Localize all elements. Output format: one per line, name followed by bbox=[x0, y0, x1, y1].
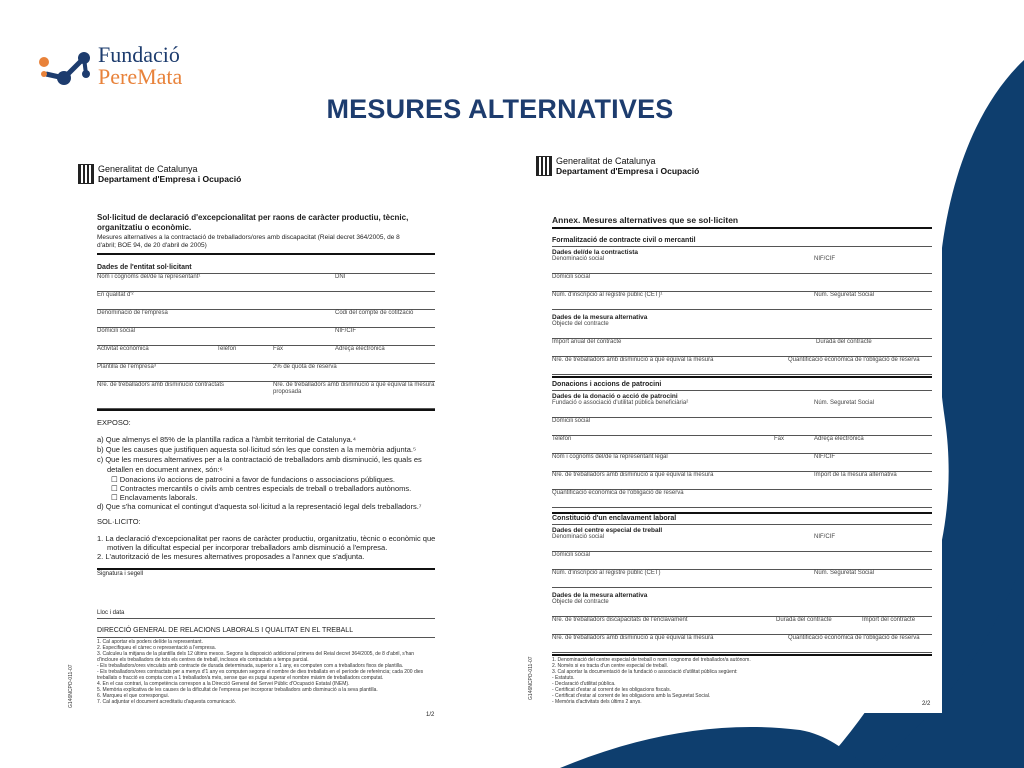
annex-title: Annex. Mesures alternatives que se sol·liciten bbox=[552, 215, 739, 225]
field-label: Nom i cognoms del/de la representant legal bbox=[552, 454, 668, 460]
divider bbox=[97, 409, 435, 411]
divider bbox=[552, 227, 932, 229]
field-label: Núm. Seguretat Social bbox=[814, 292, 875, 298]
divider bbox=[97, 618, 435, 619]
department-name: Departament d'Empresa i Ocupació bbox=[98, 174, 242, 184]
footnote-line: 1. Cal aportar els poders del/de la representant. bbox=[97, 639, 203, 645]
logo-text bbox=[98, 44, 182, 88]
footnote-line: 3. Cal aportar la documentació de la fundació o associació d'utilitat pública següent: bbox=[552, 669, 738, 675]
field-label: NIF/CIF bbox=[814, 534, 835, 540]
gencat-header bbox=[78, 164, 241, 184]
gencat-header bbox=[536, 156, 699, 176]
field-label: Import anual del contracte bbox=[552, 339, 622, 345]
form-row[interactable] bbox=[552, 418, 932, 436]
form-row[interactable] bbox=[97, 364, 435, 382]
section-title: Donacions i accions de patrocini bbox=[552, 381, 662, 388]
logo-line1: Fundació bbox=[98, 42, 180, 67]
field-label: Núm. Seguretat Social bbox=[814, 400, 875, 406]
footnote-line: - Certificat d'estar al corrent de les obligacions fiscals. bbox=[552, 687, 672, 693]
divider bbox=[97, 568, 435, 570]
field-label: Fundació o associació d'utilitat pública beneficiària² bbox=[552, 400, 689, 406]
divider bbox=[552, 376, 932, 378]
field-label: Nre. de treballadors amb disminució a què equival la mesura bbox=[552, 635, 714, 641]
divider bbox=[97, 253, 435, 255]
form-row[interactable] bbox=[97, 310, 435, 328]
subsection-title: Dades del centre especial de treball bbox=[552, 527, 663, 534]
form-row[interactable] bbox=[552, 256, 932, 274]
field-label: Objecte del contracte bbox=[552, 321, 609, 327]
form-page-2 bbox=[526, 148, 942, 713]
form-row[interactable] bbox=[552, 617, 932, 635]
divider bbox=[97, 637, 435, 638]
option-checkbox[interactable]: ☐ Enclavaments laborals. bbox=[111, 493, 198, 502]
field-label: Denominació social bbox=[552, 256, 605, 262]
field-label: Nre. de treballadors amb disminució a què equival la mesura bbox=[552, 472, 714, 478]
field-label: Quantificació econòmica de l'obligació de reserva bbox=[552, 490, 684, 496]
footnote-line: - Declaració d'utilitat pública. bbox=[552, 681, 616, 687]
direccio-general: DIRECCIÓ GENERAL DE RELACIONS LABORALS I QUALITAT EN EL TREBALL bbox=[97, 627, 354, 634]
field-label: Nre. de treballadors discapacitats de l'enclavament bbox=[552, 617, 688, 623]
divider bbox=[552, 246, 932, 247]
field-label: Nre. de treballadors amb disminució a què equival la mesura bbox=[552, 357, 714, 363]
field-label: Nre. de treballadors amb disminució contractats bbox=[97, 382, 225, 388]
footnote-line: - Estatuts. bbox=[552, 675, 575, 681]
footnote-line: treballats o fracció es compta com a 1 treballador/a més, sense que es pugui superar el nombre màxim de treballadors computat. bbox=[97, 675, 384, 681]
field-label: Domicili social bbox=[97, 328, 136, 334]
subsection-title: Dades de la mesura alternativa bbox=[552, 314, 648, 321]
solicito-1: 1. La declaració d'excepcionalitat per raons de caràcter productiu, organitzatiu, tècnic o econòmic que bbox=[97, 534, 436, 543]
form-row[interactable] bbox=[552, 472, 932, 490]
footnote-line: - Memòria d'activitats dels últims 2 anys. bbox=[552, 699, 642, 705]
field-label: Nom i cognoms del/de la representant¹ bbox=[97, 274, 201, 280]
section-title: Dades de l'entitat sol·licitant bbox=[97, 264, 192, 271]
form-row[interactable] bbox=[97, 346, 435, 364]
form-heading-1: Sol·licitud de declaració d'excepcionalitat per raons de caràcter productiu, tècnic, bbox=[97, 213, 409, 222]
divider bbox=[552, 654, 932, 656]
field-label: Domicili social bbox=[552, 274, 591, 280]
subsection-title: Dades de la donació o acció de patrocini bbox=[552, 393, 678, 400]
form-row[interactable] bbox=[97, 328, 435, 346]
field-label: Domicili social bbox=[552, 418, 591, 424]
footnote-line: 6. Marqueu el que correspongui. bbox=[97, 693, 169, 699]
exposo-c: c) Que les mesures alternatives per a la contractació de treballadors amb disminució, les quals es bbox=[97, 455, 422, 464]
footnote-line: 4. En el cas contrari, la competència correspon a la Direcció General del Servei Públic d'Ocupació Estatal (INEM). bbox=[97, 681, 350, 687]
form-row[interactable] bbox=[552, 292, 932, 310]
gov-name: Generalitat de Catalunya bbox=[98, 164, 198, 174]
divider bbox=[552, 390, 932, 391]
field-label: Denominació social bbox=[552, 534, 605, 540]
form-row[interactable] bbox=[552, 454, 932, 472]
field-label: Núm. Seguretat Social bbox=[814, 570, 875, 576]
footnote-line: d'incloure els treballadors de tots els centres de treball, inclosos els contractats a temps parcial. bbox=[97, 657, 309, 663]
field-label: Activitat econòmica bbox=[97, 346, 149, 352]
form-row[interactable] bbox=[552, 357, 932, 375]
form-row[interactable] bbox=[97, 292, 435, 310]
solicito-1-cont: motiven la dificultat especial per incorporar treballadors amb disminució a l'empresa. bbox=[107, 543, 388, 552]
subsection-title: Dades de la mesura alternativa bbox=[552, 592, 648, 599]
form-page-1 bbox=[64, 156, 444, 726]
exposo-b: b) Que les causes que justifiquen aquesta sol·licitud són les que consten a la memòria adjunta.⁵ bbox=[97, 445, 417, 454]
field-label: Fax bbox=[273, 346, 284, 352]
footnote-line: 1. Denominació del centre especial de treball o nom i cognoms del treballador/a autònom. bbox=[552, 657, 751, 663]
form-row[interactable] bbox=[552, 599, 932, 617]
solicito-heading: SOL·LICITO: bbox=[97, 517, 141, 526]
section-title: Constitució d'un enclavament laboral bbox=[552, 515, 677, 522]
form-row[interactable] bbox=[552, 321, 932, 339]
field-label: Quantificació econòmica de l'obligació de reserva bbox=[788, 635, 920, 641]
page-number: 2/2 bbox=[922, 701, 931, 707]
form-subheading-2: d'abril; BOE 94, de 20 d'abril de 2005) bbox=[97, 242, 207, 249]
footnote-line: 3. Calculeu la mitjana de la plantilla dels 12 últims mesos. Segons la disposició addicional primera del Reial decret 364/2005, de 8 d'abril, s'han bbox=[97, 651, 415, 657]
field-label: Durada del contracte bbox=[816, 339, 872, 345]
field-label: Import del contracte bbox=[862, 617, 916, 623]
field-label: Nre. de treballadors amb disminució a què equival la mesura bbox=[273, 382, 435, 388]
field-label: proposada bbox=[273, 389, 302, 395]
footnote-line: - Els treballadors/ores vinculats amb contracte de durada determinada, superior a 1 any, es computen com a treballadors fixos de plantilla. bbox=[97, 663, 404, 669]
exposo-d: d) Que s'ha comunicat el contingut d'aquesta sol·licitud a la representació legal dels treballadors.⁷ bbox=[97, 502, 422, 511]
form-row[interactable] bbox=[552, 339, 932, 357]
field-label: NIF/CIF bbox=[814, 454, 835, 460]
form-row[interactable] bbox=[552, 570, 932, 588]
form-row[interactable] bbox=[552, 274, 932, 292]
field-label: Denominació de l'empresa bbox=[97, 310, 168, 316]
field-label: Núm. d'inscripció al registre públic (CET)¹ bbox=[552, 292, 663, 298]
form-subheading-1: Mesures alternatives a la contractació de treballadors/ores amb discapacitat (Reial decret 364/2005, de 8 bbox=[97, 234, 400, 241]
form-heading-2: organitzatiu o econòmic. bbox=[97, 223, 192, 232]
form-row[interactable] bbox=[552, 490, 932, 508]
gov-name: Generalitat de Catalunya bbox=[556, 156, 656, 166]
section-title: Formalització de contracte civil o mercantil bbox=[552, 237, 696, 244]
form-row[interactable] bbox=[552, 436, 932, 454]
place-date-label: Lloc i data bbox=[97, 610, 125, 616]
field-label: Plantilla de l'empresa³ bbox=[97, 364, 156, 370]
form-row[interactable] bbox=[97, 274, 435, 292]
field-label: DNI bbox=[335, 274, 346, 280]
field-label: En qualitat d'² bbox=[97, 292, 134, 298]
form-row[interactable] bbox=[552, 552, 932, 570]
exposo-a: a) Que almenys el 85% de la plantilla radica a l'àmbit territorial de Catalunya.⁴ bbox=[97, 435, 356, 444]
department-name: Departament d'Empresa i Ocupació bbox=[556, 166, 700, 176]
field-label: Telèfon bbox=[217, 346, 237, 352]
footnote-line: 7. Cal adjuntar el document acreditatiu d'aquesta comunicació. bbox=[97, 699, 237, 705]
exposo-c-cont: detallen en document annex, són:⁶ bbox=[107, 465, 223, 474]
field-label: Import de la mesura alternativa bbox=[814, 472, 897, 478]
field-label: NIF/CIF bbox=[814, 256, 835, 262]
field-label: Núm. d'inscripció al registre públic (CET) bbox=[552, 570, 661, 576]
field-label: Durada del contracte bbox=[776, 617, 832, 623]
field-label: Fax bbox=[774, 436, 785, 442]
form-row[interactable] bbox=[552, 400, 932, 418]
field-label: Domicili social bbox=[552, 552, 591, 558]
gencat-emblem-icon bbox=[536, 156, 552, 176]
logo-line2: PereMata bbox=[98, 64, 183, 89]
field-label: Objecte del contracte bbox=[552, 599, 609, 605]
field-label: Quantificació econòmica de l'obligació de reserva bbox=[788, 357, 920, 363]
field-label: NIF/CIF bbox=[335, 328, 356, 334]
slide-title: MESURES ALTERNATIVES bbox=[326, 94, 674, 124]
footnote-line: 2. Només si es tracta d'un centre especial de treball. bbox=[552, 663, 669, 669]
option-checkbox[interactable]: ☐ Donacions i/o accions de patrocini a favor de fundacions o associacions públiques. bbox=[111, 475, 395, 484]
field-label: Telèfon bbox=[552, 436, 572, 442]
form-row[interactable] bbox=[97, 382, 435, 409]
exposo-heading: EXPOSO: bbox=[97, 418, 131, 427]
footnote-line: - Els treballadors/ores contractats per a menys d'1 any es computen segons el nombre de dies treballats en el període de referència; cada 200 dies bbox=[97, 669, 424, 675]
field-label: Adreça electrònica bbox=[335, 346, 385, 352]
gencat-emblem-icon bbox=[78, 164, 94, 184]
form-row[interactable] bbox=[552, 534, 932, 552]
divider bbox=[552, 524, 932, 525]
form-row[interactable] bbox=[552, 635, 932, 653]
footnote-line: - Certificat d'estar al corrent de les obligacions amb la Seguretat Social. bbox=[552, 693, 711, 699]
field-label: Adreça electrònica bbox=[814, 436, 864, 442]
field-label: Codi del compte de cotització bbox=[335, 310, 414, 316]
footnote-line: 2. Especifiqueu el càrrec o representació a l'empresa. bbox=[97, 645, 217, 651]
subsection-title: Dades del/de la contractista bbox=[552, 249, 638, 256]
solicito-2: 2. L'autorització de les mesures alternatives proposades a l'annex que s'adjunta. bbox=[97, 552, 365, 561]
option-checkbox[interactable]: ☐ Contractes mercantils o civils amb centres especials de treball o treballadors autònoms. bbox=[111, 484, 412, 493]
form-code: G146NCPO-011-07 bbox=[68, 664, 74, 708]
signature-label: Signatura i segell bbox=[97, 571, 144, 577]
field-label: 2% de quota de reserva bbox=[273, 364, 337, 370]
footnote-line: 5. Memòria explicativa de les causes de la dificultat de l'empresa per incorporar treballadors amb disminució a la seva plantilla. bbox=[97, 687, 378, 693]
page-number: 1/2 bbox=[426, 712, 435, 718]
form-code: G146NCPO-011-07 bbox=[528, 656, 534, 700]
